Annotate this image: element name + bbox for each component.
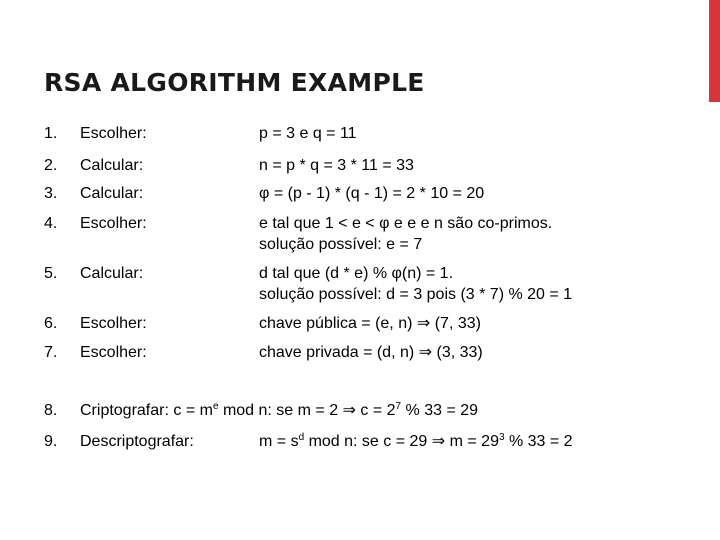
step-number: 7. [44, 344, 58, 361]
formula-text: m = s [259, 433, 299, 450]
step-number: 9. [44, 433, 58, 450]
step-number: 3. [44, 185, 58, 202]
step-content [259, 432, 573, 452]
exponent: 7 [395, 401, 402, 412]
step-content [80, 401, 478, 421]
step-number: 8. [44, 402, 58, 419]
step-number: 4. [44, 215, 58, 232]
formula-text: mod n: se m = 2 ⇒ c = 2 [218, 402, 396, 419]
step-label: Escolher: [80, 125, 147, 142]
formula-text: % 33 = 29 [401, 402, 479, 419]
formula-text: c = m [168, 402, 213, 419]
formula-text: % 33 = 2 [504, 433, 573, 450]
step-label: Calcular: [80, 265, 144, 282]
step-number: 6. [44, 315, 58, 332]
step-value: chave privada = (d, n) ⇒ (3, 33) [259, 344, 483, 361]
step-value: d tal que (d * e) % φ(n) = 1. [259, 265, 454, 282]
step-number: 1. [44, 125, 58, 142]
step-value: p = 3 e q = 11 [259, 125, 357, 142]
step-value: n = p * q = 3 * 11 = 33 [259, 157, 414, 174]
step-value: φ = (p - 1) * (q - 1) = 2 * 10 = 20 [259, 185, 485, 202]
accent-bar [709, 0, 720, 102]
step-value: e tal que 1 < e < φ e e e n são co-primos. [259, 215, 553, 232]
step-value: chave pública = (e, n) ⇒ (7, 33) [259, 315, 481, 332]
step-number: 5. [44, 265, 58, 282]
exponent: d [298, 432, 305, 443]
step-label: Escolher: [80, 315, 147, 332]
step-value-line-2: solução possível: d = 3 pois (3 * 7) % 20 = 1 [259, 286, 573, 303]
exponent: e [212, 401, 219, 412]
step-label: Descriptografar: [80, 433, 194, 450]
step-value-line-2: solução possível: e = 7 [259, 236, 423, 253]
exponent: 3 [498, 432, 505, 443]
formula-text: mod n: se c = 29 ⇒ m = 29 [304, 433, 499, 450]
step-label: Escolher: [80, 344, 147, 361]
slide-title: RSA ALGORITHM EXAMPLE [44, 68, 425, 97]
step-number: 2. [44, 157, 58, 174]
step-label: Calcular: [80, 185, 144, 202]
step-label: Escolher: [80, 215, 147, 232]
step-label: Calcular: [80, 157, 144, 174]
step-label: Criptografar: [80, 402, 169, 419]
